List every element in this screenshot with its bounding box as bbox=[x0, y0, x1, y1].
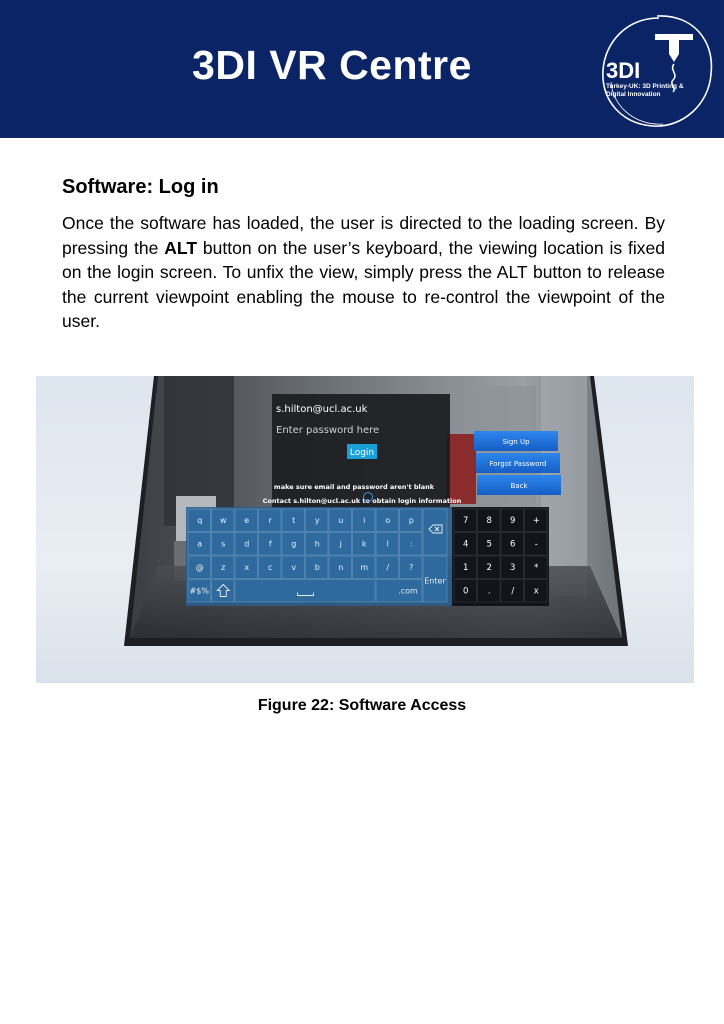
numpad-label: 9 bbox=[510, 516, 516, 526]
email-field[interactable]: s.hilton@ucl.ac.uk bbox=[276, 404, 368, 415]
key-label: s bbox=[221, 539, 226, 549]
numpad-label: 8 bbox=[486, 516, 492, 526]
logo-main-text: 3DI bbox=[606, 58, 641, 83]
paragraph-text-end: button on the user’s keyboard, the viewing location is fixed on the login screen. To unfix the view, simply press the ALT button to release the current viewpoint enabling the mouse to re-control the viewpoint of the user. bbox=[62, 237, 666, 331]
warning-text: make sure email and password aren't blank bbox=[273, 483, 435, 491]
key-label: l bbox=[386, 539, 389, 549]
key-label: e bbox=[244, 516, 250, 525]
numpad-label: 3 bbox=[510, 563, 516, 573]
key-label: i bbox=[363, 516, 366, 525]
numpad-label: 4 bbox=[463, 539, 469, 550]
paragraph-bold-key: ALT bbox=[164, 237, 198, 258]
key-label: c bbox=[268, 563, 273, 572]
key-label: ? bbox=[409, 563, 414, 572]
forgot-password-label: Forgot Password bbox=[489, 460, 547, 468]
contact-text: Contact s.hilton@ucl.ac.uk to obtain login information bbox=[262, 497, 462, 505]
key-label: / bbox=[386, 563, 390, 572]
key-label: y bbox=[314, 516, 320, 525]
key-label: b bbox=[314, 563, 320, 572]
key-label: w bbox=[219, 516, 227, 525]
numpad-label: + bbox=[532, 516, 540, 526]
key-label: u bbox=[338, 516, 344, 525]
key-label: m bbox=[360, 563, 369, 572]
backspace-key[interactable] bbox=[423, 509, 447, 555]
back-label: Back bbox=[510, 482, 528, 490]
key-label: r bbox=[268, 516, 272, 525]
symbols-key-label: #$% bbox=[189, 586, 209, 596]
key-label: f bbox=[268, 539, 272, 549]
numpad-label: 2 bbox=[486, 563, 492, 573]
numpad-label: 0 bbox=[463, 586, 469, 597]
key-label: @ bbox=[195, 563, 204, 572]
login-button-label: Login bbox=[349, 448, 375, 458]
sign-up-label: Sign Up bbox=[502, 438, 530, 446]
numpad-label: 1 bbox=[463, 563, 469, 573]
page-title: 3DI VR Centre bbox=[192, 42, 472, 88]
key-label: v bbox=[291, 563, 297, 572]
key-label: j bbox=[339, 539, 342, 549]
numpad-label: . bbox=[487, 586, 491, 597]
software-screenshot bbox=[36, 376, 694, 683]
key-label: p bbox=[408, 516, 414, 525]
numpad-label: 6 bbox=[510, 539, 516, 550]
password-field[interactable]: Enter password here bbox=[276, 425, 380, 436]
section-heading: Software: Log in bbox=[62, 176, 219, 198]
key-label: : bbox=[409, 539, 413, 549]
numpad-label: - bbox=[534, 539, 538, 550]
body-paragraph bbox=[62, 211, 665, 334]
paragraph-text-start: Once the software has loaded, the user is directed to the loading screen. By pressing the bbox=[62, 213, 665, 258]
numpad-label: * bbox=[534, 563, 539, 573]
dotcom-key-label: .com bbox=[398, 586, 418, 596]
key-label: n bbox=[338, 563, 344, 572]
key-label: z bbox=[221, 563, 226, 572]
key-label: x bbox=[244, 563, 250, 572]
shift-key[interactable] bbox=[212, 580, 235, 603]
vr-scene bbox=[36, 376, 694, 683]
page-header bbox=[0, 0, 724, 138]
key-label: g bbox=[291, 539, 297, 549]
key-label: q bbox=[197, 516, 203, 525]
space-key[interactable] bbox=[235, 580, 375, 603]
figure-caption: Figure 22: Software Access bbox=[257, 697, 467, 714]
virtual-keyboard bbox=[186, 507, 549, 606]
key-label: a bbox=[197, 539, 203, 549]
enter-label: Enter bbox=[424, 576, 446, 586]
numpad-label: x bbox=[533, 586, 539, 597]
key-label: t bbox=[292, 516, 296, 525]
numpad-label: 5 bbox=[486, 539, 492, 550]
key-label: d bbox=[244, 539, 250, 549]
logo-sub-text: Turkey-UK: 3D Printing & Digital Innovation bbox=[606, 83, 684, 98]
key-label: h bbox=[314, 539, 320, 549]
numpad-label: / bbox=[511, 586, 515, 597]
key-label: k bbox=[361, 539, 367, 549]
key-label: o bbox=[385, 516, 391, 525]
numpad-label: 7 bbox=[463, 516, 469, 526]
